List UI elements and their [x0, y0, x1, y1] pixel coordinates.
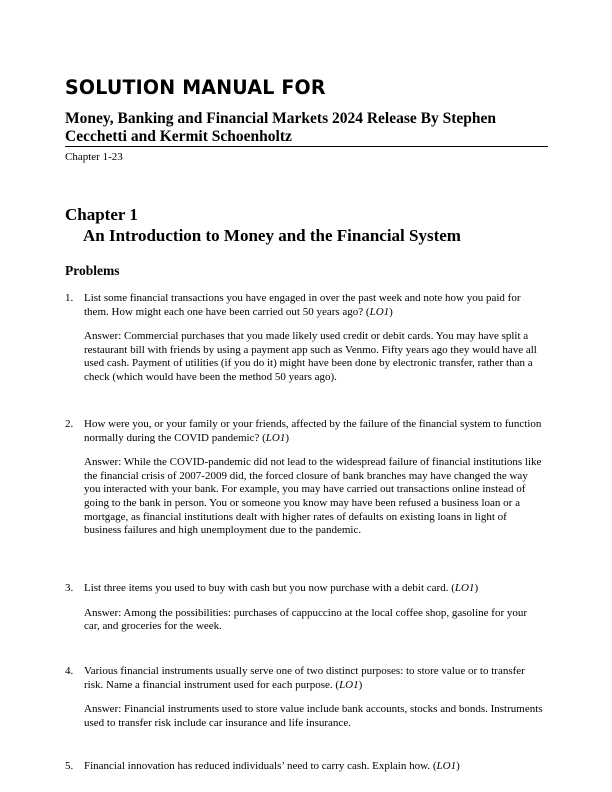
- problem-answer: Answer: Financial instruments used to store value include bank accounts, stocks and bonds. Instruments used to transfer risk include car insurance and life insurance.: [84, 703, 543, 729]
- problem-answer: Answer: Among the possibilities: purchases of cappuccino at the local coffee shop, gasoline for your car, and groceries for the week.: [84, 606, 528, 633]
- problem-question: Financial innovation has reduced individuals’ need to carry cash. Explain how. (LO1): [84, 760, 460, 772]
- problem-question: Various financial instruments usually serve one of two distinct purposes: to store value or to transfer risk. Name a financial instrument used for each purpose. (LO1): [84, 665, 525, 691]
- problem-number: 5.: [65, 760, 74, 772]
- problem-answer: Answer: Commercial purchases that you made likely used credit or debit cards. You may have split a restaurant bill with friends by using a payment app such as Venmo. Fifty years ago they would have all used cash. Payment of utilities (if you do it) might have been done by electronic transfer, rather than a check (which would have been the method 50 years ago).: [84, 330, 537, 383]
- problem-question: How were you, or your family or your friends, affected by the failure of the financial system to function normally during the COVID pandemic? (LO1): [84, 418, 542, 444]
- problem-item: [65, 418, 545, 538]
- problem-question: List three items you used to buy with cash but you now purchase with a debit card. (LO1): [84, 582, 479, 594]
- book-title: Money, Banking and Financial Markets 2024 Release By Stephen Cecchetti and Kermit Schoenholtz: [65, 110, 497, 145]
- problem-number: 1.: [65, 292, 74, 304]
- problem-item: [65, 292, 545, 385]
- problem-number: 2.: [65, 418, 74, 430]
- learning-objective: LO1: [454, 582, 475, 594]
- problem-number: 3.: [65, 582, 74, 594]
- solution-manual-banner: SOLUTION MANUAL FOR: [65, 76, 326, 100]
- learning-objective: LO1: [436, 760, 457, 772]
- problem-question: List some financial transactions you have engaged in over the past week and note how you paid for them. How might each one have been carried out 50 years ago? (LO1): [84, 292, 521, 318]
- learning-objective: LO1: [369, 305, 390, 318]
- learning-objective: LO1: [265, 431, 286, 444]
- problems-heading: Problems: [65, 263, 120, 278]
- problem-answer: Answer: While the COVID-pandemic did not lead to the widespread failure of financial institutions like the financial crisis of 2007-2009 did, the forced closure of bank branches may have changed the way you interacted with your bank. For example, you may have carried out transactions online instead of going to the bank in person. You or someone you know may have been refused a business loan or a mortgage, as financial institutions dealt with higher rates of defaults on existing loans in light of business failures and high unemployment due to the pandemic.: [84, 456, 542, 537]
- chapter-range: Chapter 1-23: [65, 151, 123, 163]
- chapter-title: An Introduction to Money and the Financial System: [83, 226, 461, 245]
- header-divider: [65, 146, 548, 147]
- problem-item: [65, 760, 545, 774]
- problem-number: 4.: [65, 665, 74, 677]
- problem-item: [65, 665, 545, 730]
- chapter-number: Chapter 1: [65, 205, 138, 224]
- problem-item: [65, 582, 545, 634]
- learning-objective: LO1: [339, 678, 359, 691]
